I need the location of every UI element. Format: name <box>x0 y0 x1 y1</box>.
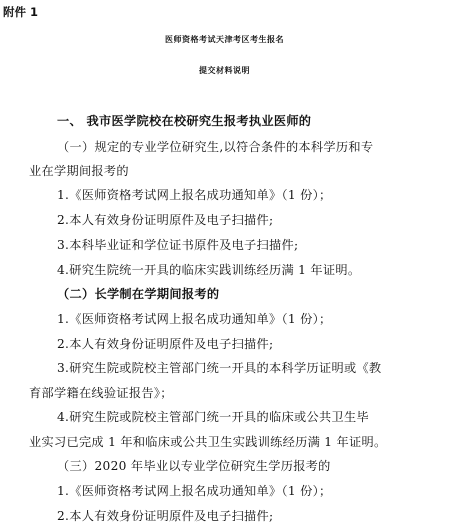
subsection-2-item-3-line-1: 3.研究生院或院校主管部门统一开具的本科学历证明或《教 <box>57 361 382 375</box>
subsection-2-item-1: 1.《医师资格考试网上报名成功通知单》（1 份）； <box>57 312 332 326</box>
subsection-1-item-1: 1.《医师资格考试网上报名成功通知单》（1 份）； <box>57 188 332 202</box>
attachment-label: 附件 1 <box>3 5 39 19</box>
subsection-1-item-4: 4.研究生院统一开具的临床实践训练经历满 1 年证明。 <box>57 263 361 277</box>
subsection-1-heading-line-2: 业在学期间报考的 <box>29 164 129 178</box>
subsection-1-heading-line-1: （一）规定的专业学位研究生,以符合条件的本科学历和专 <box>57 140 374 154</box>
subsection-3-item-2: 2.本人有效身份证明原件及电子扫描件; <box>57 509 274 523</box>
subsection-2-item-2: 2.本人有效身份证明原件及电子扫描件; <box>57 337 274 351</box>
subsection-2-item-3-line-2: 育部学籍在线验证报告》； <box>29 386 173 400</box>
document-title-line-2: 提交材料说明 <box>199 65 250 75</box>
document-title-line-1: 医师资格考试天津考区考生报名 <box>165 34 284 44</box>
subsection-3-heading: （三）2020 年毕业以专业学位研究生学历报考的 <box>57 459 331 473</box>
subsection-3-item-1: 1.《医师资格考试网上报名成功通知单》（1 份）； <box>57 484 332 498</box>
subsection-2-item-4-line-1: 4.研究生院或院校主管部门统一开具的临床或公共卫生毕 <box>57 410 369 424</box>
subsection-2-heading: （二）长学制在学期间报考的 <box>57 287 220 301</box>
subsection-1-item-3: 3.本科毕业证和学位证书原件及电子扫描件; <box>57 238 299 252</box>
subsection-2-item-4-line-2: 业实习已完成 1 年和临床或公共卫生实践训练经历满 1 年证明。 <box>29 435 387 449</box>
subsection-1-item-2: 2.本人有效身份证明原件及电子扫描件; <box>57 213 274 227</box>
section-1-heading: 一、 我市医学院校在校研究生报考执业医师的 <box>57 114 312 128</box>
